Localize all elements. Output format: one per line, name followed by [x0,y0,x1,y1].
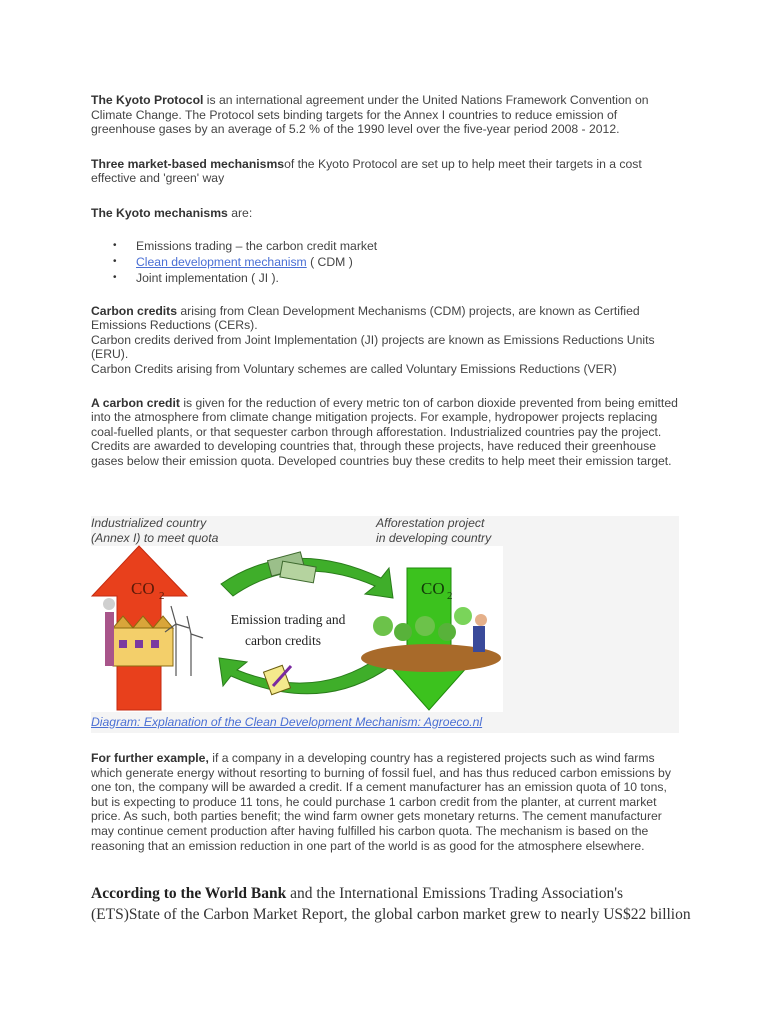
mechanisms-list [91,238,681,286]
svg-text:CO: CO [421,579,445,598]
bold-term: Three market-based mechanisms [91,156,285,171]
paragraph-carbon-credit-definition: A carbon credit is given for the reduction of every metric ton of carbon dioxide prevented from being emitted into the atmosphere from climate change mitigation projects. For example, hydropower projects replacing coal-fuelled plants, or that sequester carbon through afforestation. Industrialized countries pay the project. Credits are awarded to developing countries that, through these projects, have reduced their greenhouse gases below their emission quota. Developed countries buy these credits to help meet their emission target. [91,395,678,468]
svg-text:CO: CO [131,579,155,598]
svg-text:Emission trading and: Emission trading and [230,612,346,627]
article-body [91,93,681,469]
world-bank-section: According to the World Bank and the International Emissions Trading Association's (ETS)State of the Carbon Market Report, the global carbon market grew to nearly US$22 billion [91,885,691,923]
bullet-icon: • [113,255,117,267]
paragraph-market-mechanisms: Three market-based mechanismsof the Kyoto Protocol are set up to help meet their targets in a cost effective and 'green' way [91,156,642,186]
further-example-section [91,751,681,853]
diagram-source-link[interactable]: Diagram: Explanation of the Clean Development Mechanism: Agroeco.nl [91,715,483,729]
svg-text:carbon credits: carbon credits [244,633,322,648]
right-caption: Afforestation project in developing country [376,516,492,545]
bold-term: The Kyoto mechanisms [91,205,228,220]
paragraph-kyoto-intro: The Kyoto Protocol is an international agreement under the United Nations Framework Convention on Climate Change. The Protocol sets binding targets for the Annex I countries to reduce emission of greenhouse gases by an average of 5.2 % of the 1990 level over the five-year period 2008 - 2012. [91,93,649,137]
paragraph-mechanisms-heading: The Kyoto mechanisms are: [91,205,253,220]
bold-term: For further example, [91,751,209,765]
bold-term: According to the World Bank [91,885,287,902]
cdm-link[interactable]: Clean development mechanism [136,254,307,269]
list-item: • Emissions trading – the carbon credit market [113,238,378,253]
svg-text:2: 2 [159,590,165,602]
paragraph-further-example: For further example, if a company in a developing country has a registered projects such as wind farms which generate energy without resorting to burning of fossil fuel, and has thus reduced carbon emissions by one ton, the company will be awarded a credit. If a cement manufacturer has an emission quota of 10 tons, but is expecting to produce 11 tons, he could purchase 1 carbon credit from the planter, at current market price. As such, both parties benefit; the wind farm owner gets monetary returns. The cement manufacturer may continue cement production after having fulfilled his carbon quota. The mechanism is based on the reasoning that an emission reduction in one part of the world is as good for the atmosphere elsewhere. [91,751,671,853]
paragraph-carbon-credits: Carbon credits arising from Clean Development Mechanisms (CDM) projects, are known as Certified Emissions Reductions (CERs). Carbon credits derived from Joint Implementation (JI) projects are known as Emissions Reductions Units (ERU). Carbon Credits arising from Voluntary schemes are called Voluntary Emissions Reductions (VER) [91,303,655,376]
list-item: • Clean development mechanism ( CDM ) [113,254,353,269]
list-item: • Joint implementation ( JI ). [113,270,279,285]
bold-term: The Kyoto Protocol [91,93,204,107]
svg-text:2: 2 [447,590,453,602]
diagram-graphic [91,516,679,716]
bullet-icon: • [113,239,117,251]
left-caption: Industrialized country (Annex I) to meet quota [91,516,219,545]
bold-term: Carbon credits [91,303,178,318]
bullet-icon: • [113,271,117,283]
cdm-diagram [91,516,679,733]
bold-term: A carbon credit [91,395,180,410]
